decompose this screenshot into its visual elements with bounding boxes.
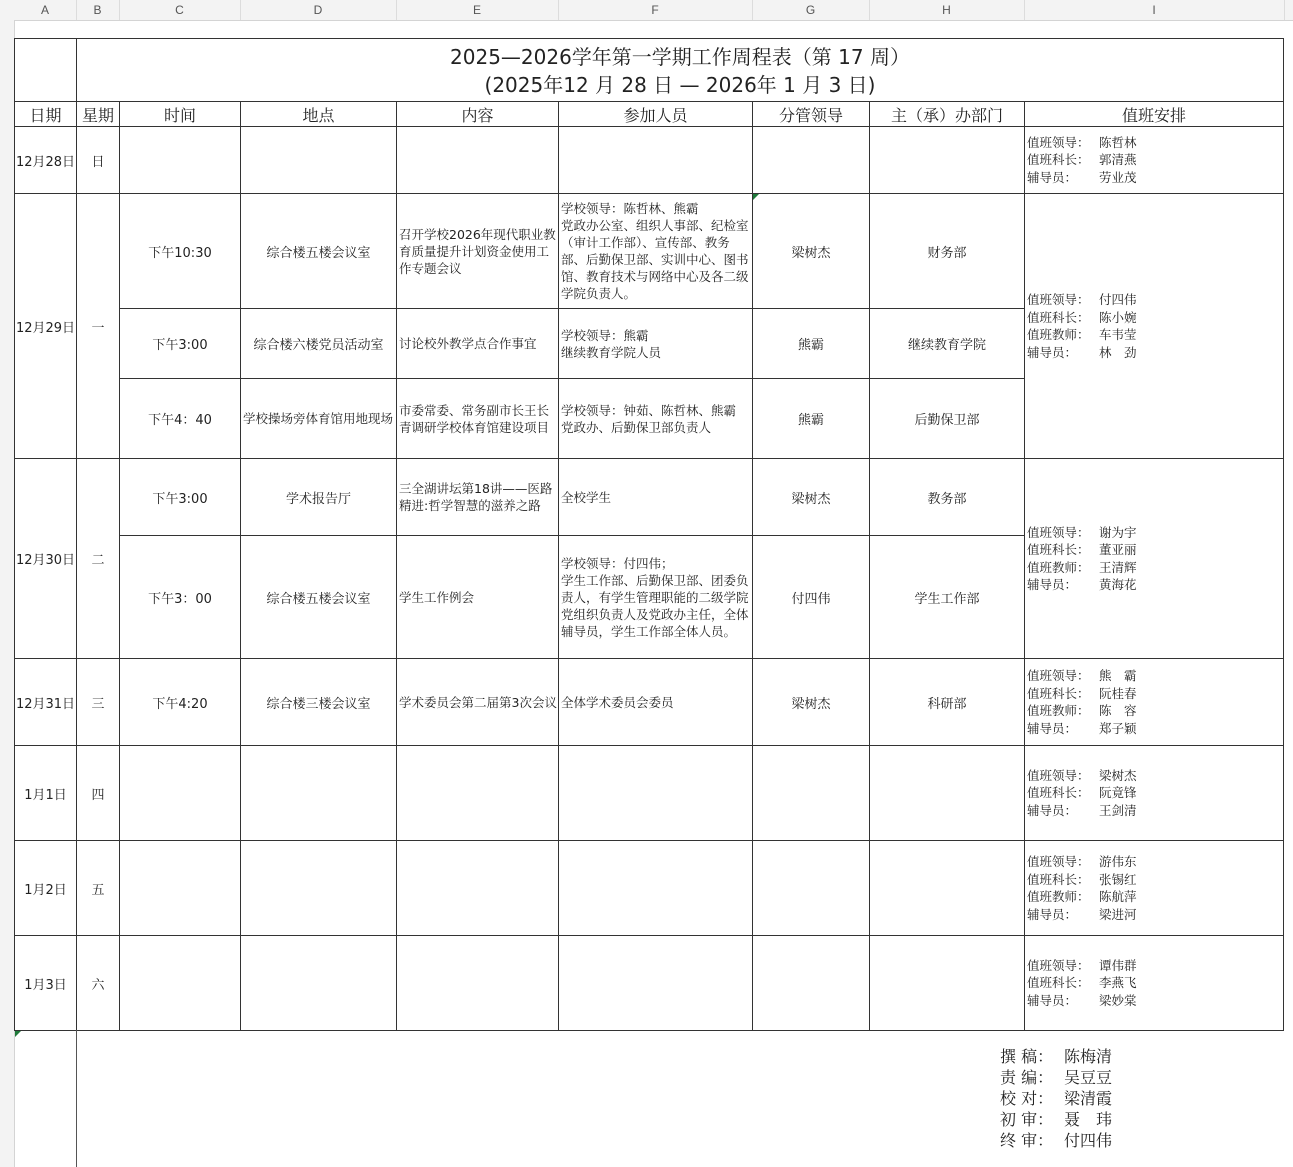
place-cell[interactable]: 学校操场旁体育馆用地现场 [240, 378, 397, 459]
department-cell-empty[interactable] [869, 935, 1025, 1031]
time-cell-empty[interactable] [119, 840, 241, 936]
time-cell[interactable]: 下午4:20 [119, 658, 241, 746]
duty-role: 值班科长： [1027, 975, 1090, 991]
date-cell[interactable]: 1月3日 [14, 935, 77, 1031]
weekday-cell[interactable]: 三 [76, 658, 120, 746]
duty-role: 值班教师： [1027, 559, 1090, 575]
department-cell[interactable]: 后勤保卫部 [869, 378, 1025, 459]
duty-role: 值班教师： [1027, 327, 1090, 342]
duty-person: 陈航萍 [1099, 889, 1137, 904]
column-header-g[interactable]: G [752, 0, 870, 20]
signoff-role: 责 编： [1000, 1068, 1054, 1087]
duty-role: 值班教师： [1027, 703, 1090, 718]
attendees-cell[interactable]: 全体学术委员会委员 [558, 658, 753, 746]
content-cell[interactable]: 市委常委、常务副市长王长青调研学校体育馆建设项目 [396, 378, 559, 459]
department-cell-empty[interactable] [869, 745, 1025, 841]
content-cell-empty[interactable] [396, 745, 559, 841]
duty-role: 值班科长： [1027, 309, 1090, 325]
column-header-b[interactable]: B [76, 0, 120, 20]
place-cell[interactable]: 综合楼六楼党员活动室 [240, 308, 397, 379]
place-cell-empty[interactable] [240, 840, 397, 936]
duty-person: 陈 容 [1099, 703, 1137, 718]
signoff-role: 终 审： [1000, 1131, 1054, 1150]
signoff-person: 陈梅清 [1064, 1047, 1113, 1066]
time-cell[interactable]: 下午3:00 [119, 308, 241, 379]
place-cell[interactable]: 综合楼三楼会议室 [240, 658, 397, 746]
duty-role: 值班领导： [1027, 134, 1090, 150]
signoff-block[interactable] [1000, 1046, 1112, 1151]
header-content: 内容 [396, 101, 559, 127]
header-duty: 值班安排 [1024, 101, 1284, 127]
column-header-h[interactable]: H [869, 0, 1025, 20]
column-header-c[interactable]: C [119, 0, 241, 20]
duty-cell[interactable] [1024, 840, 1284, 936]
duty-cell[interactable] [1024, 935, 1284, 1031]
duty-role: 值班科长： [1027, 871, 1090, 887]
leader-cell-empty[interactable] [752, 840, 870, 936]
duty-person: 阮竟锋 [1099, 785, 1137, 801]
signoff-person: 梁清霞 [1064, 1089, 1113, 1108]
department-cell-empty[interactable] [869, 126, 1025, 194]
date-cell[interactable]: 12月30日 [14, 458, 77, 659]
header-department: 主（承）办部门 [869, 101, 1025, 127]
leader-cell[interactable]: 梁树杰 [752, 458, 870, 536]
duty-person: 劳业茂 [1099, 169, 1137, 185]
duty-cell[interactable] [1024, 658, 1284, 746]
duty-person: 林 劲 [1099, 344, 1137, 360]
department-cell-empty[interactable] [869, 840, 1025, 936]
attendees-cell-empty[interactable] [558, 745, 753, 841]
duty-role: 值班科长： [1027, 785, 1090, 801]
duty-person: 董亚丽 [1099, 542, 1137, 557]
duty-role: 辅导员： [1027, 992, 1078, 1008]
duty-role: 辅导员： [1027, 906, 1078, 922]
leader-cell[interactable]: 熊霸 [752, 308, 870, 379]
attendees-cell[interactable]: 学校领导：熊霸 继续教育学院人员 [558, 308, 753, 379]
column-header-f[interactable]: F [558, 0, 753, 20]
duty-person: 熊 霸 [1099, 668, 1137, 683]
time-cell[interactable]: 下午10:30 [119, 193, 241, 309]
time-cell[interactable]: 下午3：00 [119, 535, 241, 659]
duty-person: 张锡红 [1099, 871, 1137, 887]
duty-person: 游伟东 [1099, 854, 1137, 869]
signoff-role: 初 审： [1000, 1110, 1054, 1129]
column-header-bar [0, 0, 1293, 21]
duty-person: 郑子颖 [1099, 720, 1137, 736]
duty-role: 值班领导： [1027, 292, 1090, 307]
leader-cell[interactable]: 付四伟 [752, 535, 870, 659]
duty-role: 值班领导： [1027, 524, 1090, 540]
signoff-person: 吴豆豆 [1064, 1068, 1113, 1087]
footer-column-divider [76, 1030, 77, 1167]
signoff-role: 校 对： [1000, 1089, 1054, 1108]
duty-cell[interactable] [1024, 126, 1284, 194]
place-cell[interactable]: 综合楼五楼会议室 [240, 535, 397, 659]
header-leader: 分管领导 [752, 101, 870, 127]
corner-blank-cell[interactable] [14, 38, 77, 102]
signoff-person: 付四伟 [1064, 1131, 1113, 1150]
duty-role: 辅导员： [1027, 577, 1078, 592]
attendees-cell-empty[interactable] [558, 126, 753, 194]
date-cell[interactable]: 1月2日 [14, 840, 77, 936]
leader-cell[interactable]: 梁树杰 [752, 193, 870, 309]
place-cell[interactable]: 学术报告厅 [240, 458, 397, 536]
leader-cell-empty[interactable] [752, 126, 870, 194]
row-header-gutter[interactable] [0, 20, 15, 1167]
duty-person: 陈哲林 [1099, 134, 1137, 150]
duty-person: 黄海花 [1099, 577, 1137, 592]
duty-person: 陈小婉 [1099, 309, 1137, 325]
duty-role: 值班教师： [1027, 889, 1090, 904]
weekday-cell[interactable]: 四 [76, 745, 120, 841]
column-header-a[interactable]: A [14, 0, 77, 20]
attendees-cell-empty[interactable] [558, 935, 753, 1031]
column-header-d[interactable]: D [240, 0, 397, 20]
duty-role: 值班科长： [1027, 152, 1090, 168]
page-title: 2025—2026学年第一学期工作周程表（第 17 周） [450, 45, 910, 69]
header-time: 时间 [119, 101, 241, 127]
duty-person: 梁树杰 [1099, 767, 1137, 783]
duty-role: 辅导员： [1027, 720, 1078, 736]
place-cell-empty[interactable] [240, 745, 397, 841]
comment-marker [15, 1031, 21, 1037]
duty-person: 梁进河 [1099, 906, 1137, 922]
leader-cell-empty[interactable] [752, 745, 870, 841]
duty-person: 王清辉 [1099, 559, 1137, 575]
column-header-e[interactable]: E [396, 0, 559, 20]
department-cell[interactable]: 财务部 [869, 193, 1025, 309]
header-attendees: 参加人员 [558, 101, 753, 127]
attendees-cell[interactable]: 学校领导：陈哲林、熊霸 党政办公室、组织人事部、纪检室（审计工作部）、宣传部、教务部、后勤保卫部、实训中心、图书馆、教育技术与网络中心及各二级学院负责人。 [558, 193, 753, 309]
duty-role: 值班科长： [1027, 685, 1090, 701]
header-place: 地点 [240, 101, 397, 127]
time-cell[interactable]: 下午3:00 [119, 458, 241, 536]
comment-marker [753, 194, 759, 200]
duty-cell[interactable] [1024, 193, 1284, 459]
content-cell[interactable]: 学术委员会第二届第3次会议 [396, 658, 559, 746]
department-cell[interactable]: 继续教育学院 [869, 308, 1025, 379]
date-cell[interactable]: 1月1日 [14, 745, 77, 841]
duty-person: 郭清燕 [1099, 152, 1137, 168]
place-cell[interactable]: 综合楼五楼会议室 [240, 193, 397, 309]
content-cell-empty[interactable] [396, 840, 559, 936]
department-cell[interactable]: 学生工作部 [869, 535, 1025, 659]
duty-role: 值班领导： [1027, 767, 1090, 783]
duty-person: 付四伟 [1099, 292, 1137, 307]
leader-cell-empty[interactable] [752, 935, 870, 1031]
duty-role: 值班领导： [1027, 957, 1090, 973]
date-cell[interactable]: 12月29日 [14, 193, 77, 459]
content-cell[interactable]: 三全湖讲坛第18讲——医路精进:哲学智慧的滋养之路 [396, 458, 559, 536]
time-cell-empty[interactable] [119, 935, 241, 1031]
content-cell-empty[interactable] [396, 126, 559, 194]
weekday-cell[interactable]: 日 [76, 126, 120, 194]
content-cell[interactable]: 召开学校2026年现代职业教育质量提升计划资金使用工作专题会议 [396, 193, 559, 309]
duty-person: 王剑清 [1099, 802, 1137, 818]
attendees-cell[interactable]: 学校领导：付四伟； 学生工作部、后勤保卫部、团委负责人，有学生管理职能的二级学院党组织负责人及党政办主任，全体辅导员，学生工作部全体人员。 [558, 535, 753, 659]
duty-person: 李燕飞 [1099, 975, 1137, 991]
duty-person: 车韦莹 [1099, 327, 1137, 342]
title-cell[interactable] [76, 38, 1284, 102]
duty-cell[interactable] [1024, 745, 1284, 841]
duty-role: 值班科长： [1027, 542, 1090, 557]
duty-role: 辅导员： [1027, 169, 1078, 185]
duty-role: 值班领导： [1027, 668, 1090, 683]
content-cell[interactable]: 学生工作例会 [396, 535, 559, 659]
department-cell[interactable]: 教务部 [869, 458, 1025, 536]
header-date: 日期 [14, 101, 77, 127]
attendees-cell[interactable]: 全校学生 [558, 458, 753, 536]
header-weekday: 星期 [76, 101, 120, 127]
time-cell[interactable]: 下午4：40 [119, 378, 241, 459]
time-cell-empty[interactable] [119, 126, 241, 194]
duty-person: 梁妙棠 [1099, 992, 1137, 1008]
column-header-i[interactable]: I [1024, 0, 1285, 20]
duty-person: 谢为宇 [1099, 524, 1137, 540]
weekday-cell[interactable]: 六 [76, 935, 120, 1031]
duty-role: 辅导员： [1027, 344, 1078, 360]
duty-person: 谭伟群 [1099, 957, 1137, 973]
attendees-cell-empty[interactable] [558, 840, 753, 936]
duty-cell[interactable] [1024, 458, 1284, 659]
attendees-cell[interactable]: 学校领导：钟茹、陈哲林、熊霸 党政办、后勤保卫部负责人 [558, 378, 753, 459]
duty-person: 阮桂春 [1099, 685, 1137, 701]
leader-cell[interactable]: 梁树杰 [752, 658, 870, 746]
duty-role: 值班领导： [1027, 854, 1090, 869]
page-subtitle-date-range: (2025年12 月 28 日 — 2026年 1 月 3 日) [484, 73, 876, 97]
time-cell-empty[interactable] [119, 745, 241, 841]
content-cell[interactable]: 讨论校外教学点合作事宜 [396, 308, 559, 379]
date-cell[interactable]: 12月28日 [14, 126, 77, 194]
department-cell[interactable]: 科研部 [869, 658, 1025, 746]
place-cell-empty[interactable] [240, 935, 397, 1031]
weekday-cell[interactable]: 一 [76, 193, 120, 459]
signoff-person: 聂 玮 [1064, 1110, 1113, 1129]
duty-role: 辅导员： [1027, 802, 1078, 818]
content-cell-empty[interactable] [396, 935, 559, 1031]
weekday-cell[interactable]: 五 [76, 840, 120, 936]
leader-cell[interactable]: 熊霸 [752, 378, 870, 459]
date-cell[interactable]: 12月31日 [14, 658, 77, 746]
weekday-cell[interactable]: 二 [76, 458, 120, 659]
signoff-role: 撰 稿： [1000, 1047, 1054, 1066]
place-cell-empty[interactable] [240, 126, 397, 194]
